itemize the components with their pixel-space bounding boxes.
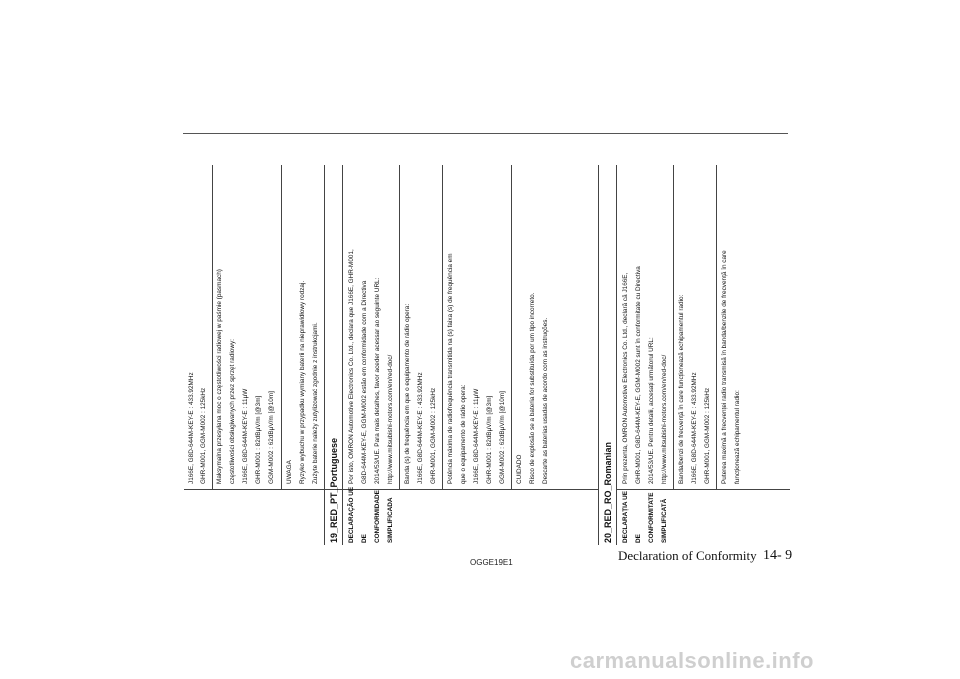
pt-warning-line: Risco de explosão se a bateria for substituída por um tipo incorreto. [529, 292, 536, 484]
ro-label-line: SIMPLIFICATĂ [661, 498, 668, 543]
pt-label-line: DECLARAÇÃO UE [348, 486, 355, 543]
pt-warning-line: CUIDADO [516, 454, 523, 484]
pt-band-line: J166E, G8D-644M-KEY-E : 433.92MHz [417, 372, 424, 484]
header-rule [183, 133, 788, 134]
pt-label-line: CONFORMIDADE [374, 490, 381, 543]
ro-heading: 20_RED_RO_Romanian [603, 441, 613, 543]
pt-power-line: GGM-M002 : 62dBμV/m [@10m] [499, 391, 506, 484]
pt-power-line: GHR-M001 : 82dBμV/m [@3m] [486, 395, 493, 484]
ro-label-line: DE [635, 534, 642, 543]
page-number: 14- 9 [763, 548, 793, 563]
pt-heading-row [324, 165, 343, 545]
pt-warning-line: Descarte as baterias usadas de acordo com as instruções. [542, 317, 549, 484]
ro-power-line: funcționează echipamentul radio: [734, 390, 741, 484]
ro-band-line: J166E, G8D-644M-KEY-E : 433.92MHz [691, 372, 698, 484]
pt-decl-line: Por isto, OMRON Automotive Electronics Co. Ltd., declara que J166E, GHR-M001, [348, 249, 355, 484]
ro-power-line: Puterea maximă a frecvenței radio transmisă în banda/benzile de frecvență în care [721, 250, 728, 484]
pl-power-line: GGM-M002 : 62dBμV/m [@10m] [268, 391, 275, 484]
ro-label-column [617, 489, 790, 545]
pl-power-line: GHR-M001 : 82dBμV/m [@3m] [255, 395, 262, 484]
pt-section [342, 165, 599, 545]
pt-power-line: Potência máxima de radiofrequência transmitida na (s) faixa (s) de frequência em [447, 253, 454, 484]
ro-section [616, 165, 790, 545]
pt-band-line: Banda (s) de frequência em que o equipamento de rádio opera: [404, 303, 411, 484]
pt-decl-line: 2014/53/UE. Para mais detalhes, favor aceder acessar ao seguinte URL: [374, 277, 381, 484]
page-title: Declaration of Conformity [618, 548, 757, 563]
declaration-table [184, 165, 789, 545]
pl-warning-line: UWAGA [286, 460, 293, 484]
ro-label-line: CONFORMITATE [648, 492, 655, 543]
pt-heading: 19_RED_PT_Portuguese [329, 437, 339, 543]
pt-band-line: GHR-M001, GGM-M002 : 125kHz [430, 387, 437, 484]
document-code: OGGE19E1 [470, 558, 513, 567]
pt-power-line: J166E, G8D-644M-KEY-E : 11μW [473, 388, 480, 484]
pt-label-line: SIMPLIFICADA [387, 497, 394, 543]
pt-label-line: DE [361, 534, 368, 543]
ro-decl-line: 2014/53/UE. Pentru detalii, accesați următorul URL: [648, 337, 655, 484]
pt-decl-url: http://www.mitsubishi-motors.com/en/red-doc/ [387, 354, 394, 484]
ro-decl-line: Prin prezenta, OMRON Automotive Electronics Co. Ltd., declară că J166E, [622, 272, 629, 484]
pt-content-column [343, 165, 599, 489]
pt-label-column [343, 486, 599, 545]
pl-power-line: częstotliwości obsługiwanych przez sprzęt radiowy: [229, 339, 236, 484]
ro-decl-line: GHR-M001, G8D-644M-KEY-E, GGM-M002 sunt în conformitate cu Directiva [635, 266, 642, 484]
pl-freq-line: GHR-M001, GGM-M002 : 125kHz [200, 387, 207, 484]
ro-decl-url: http://www.mitsubishi-motors.com/en/red-doc/ [661, 354, 668, 484]
ro-heading-row [598, 165, 617, 545]
ro-label-line: DECLARAȚIA UE [622, 491, 629, 543]
pl-power-line: Maksymalna przesyłana moc o częstotliwości radiowej w paśmie (pasmach) [216, 269, 223, 484]
ro-band-line: Banda/benzi de frecvență în care funcționează echipamentul radio: [678, 294, 685, 484]
ro-content-column [617, 165, 790, 489]
watermark: carmanualsonline.info [570, 648, 814, 673]
pt-decl-line: G8D-644M-KEY-E, GGM-M002 estão em conformidade com a Directiva [361, 280, 368, 484]
pl-warning-line: Ryzyko wybuchu w przypadku wymiany baterii na nieprawidłowy rodzaj. [299, 280, 306, 484]
ro-band-line: GHR-M001, GGM-M002 : 125kHz [704, 387, 711, 484]
pl-warning-line: Zużyte baterie należy zutylizować zgodnie z instrukcjami. [312, 322, 319, 484]
pl-freq-line: J166E, G8D-644M-KEY-E : 433.92MHz [188, 372, 195, 484]
pl-power-line: J166E, G8D-644M-KEY-E : 11μW [242, 388, 249, 484]
pt-power-line: que o equipamento de rádio opera: [460, 384, 467, 484]
